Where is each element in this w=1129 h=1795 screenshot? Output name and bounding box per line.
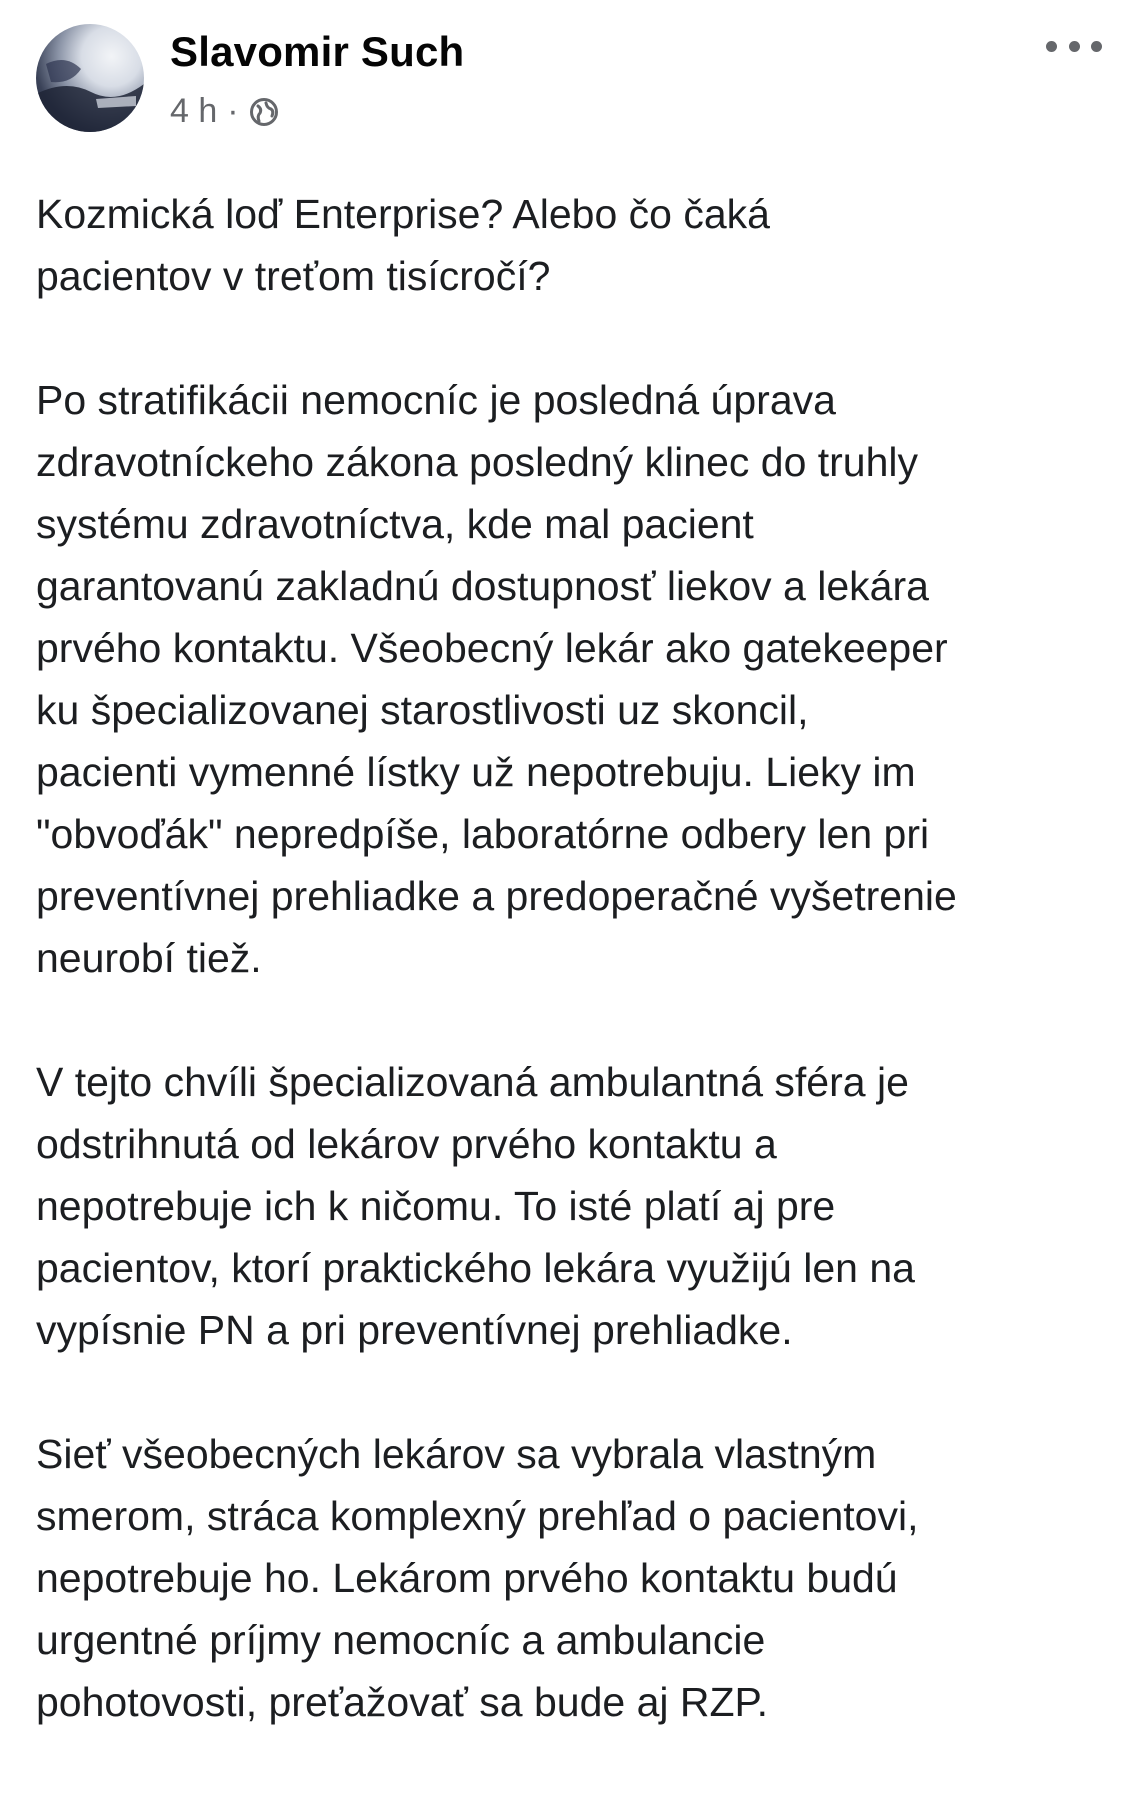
post-body — [36, 183, 1116, 1795]
avatar[interactable] — [36, 24, 144, 132]
more-dot — [1091, 41, 1102, 52]
post-paragraph: Sieť všeobecných lekárov sa vybrala vlastným smerom, stráca komplexný prehľad o pacientovi, nepotrebuje ho. Lekárom prvého kontaktu budú urgentné príjmy nemocníc a ambulancie pohotovosti, preťažovať sa bude aj RZP. — [36, 1431, 919, 1725]
post-header — [36, 24, 1106, 144]
post-paragraph: Po stratifikácii nemocníc je posledná úprava zdravotníckeho zákona posledný klinec do truhly systému zdravotníctva, kde mal pacient garantovanú zakladnú dostupnosť liekov a lekára prvého kontaktu. Všeobecný lekár ako gatekeeper ku špecializovanej starostlivosti uz skoncil, pacienti vymenné lístky už nepotrebuju. Lieky im "obvoďák" nepredpíše, laboratórne odbery len pri preventívnej prehliadke a predoperačné vyšetrenie neurobí tiež. — [36, 377, 957, 981]
avatar-image — [36, 24, 144, 132]
post-paragraph: V tejto chvíli špecializovaná ambulantná sféra je odstrihnutá od lekárov prvého kontaktu a nepotrebuje ich k ničomu. To isté platí aj pre pacientov, ktorí praktického lekára využijú len na vypísnie PN a pri preventívnej prehliadke. — [36, 1059, 915, 1353]
post-meta — [170, 92, 279, 131]
post-paragraph: Kozmická loď Enterprise? Alebo čo čaká pacientov v treťom tisícročí? — [36, 191, 770, 299]
globe-icon[interactable] — [249, 97, 279, 127]
more-horizontal-icon[interactable] — [1046, 28, 1102, 64]
more-dot — [1046, 41, 1057, 52]
more-dot — [1069, 41, 1080, 52]
meta-separator: · — [227, 92, 239, 130]
post-timestamp[interactable]: 4 h — [170, 92, 218, 130]
author-name[interactable]: Slavomir Such — [170, 28, 465, 75]
